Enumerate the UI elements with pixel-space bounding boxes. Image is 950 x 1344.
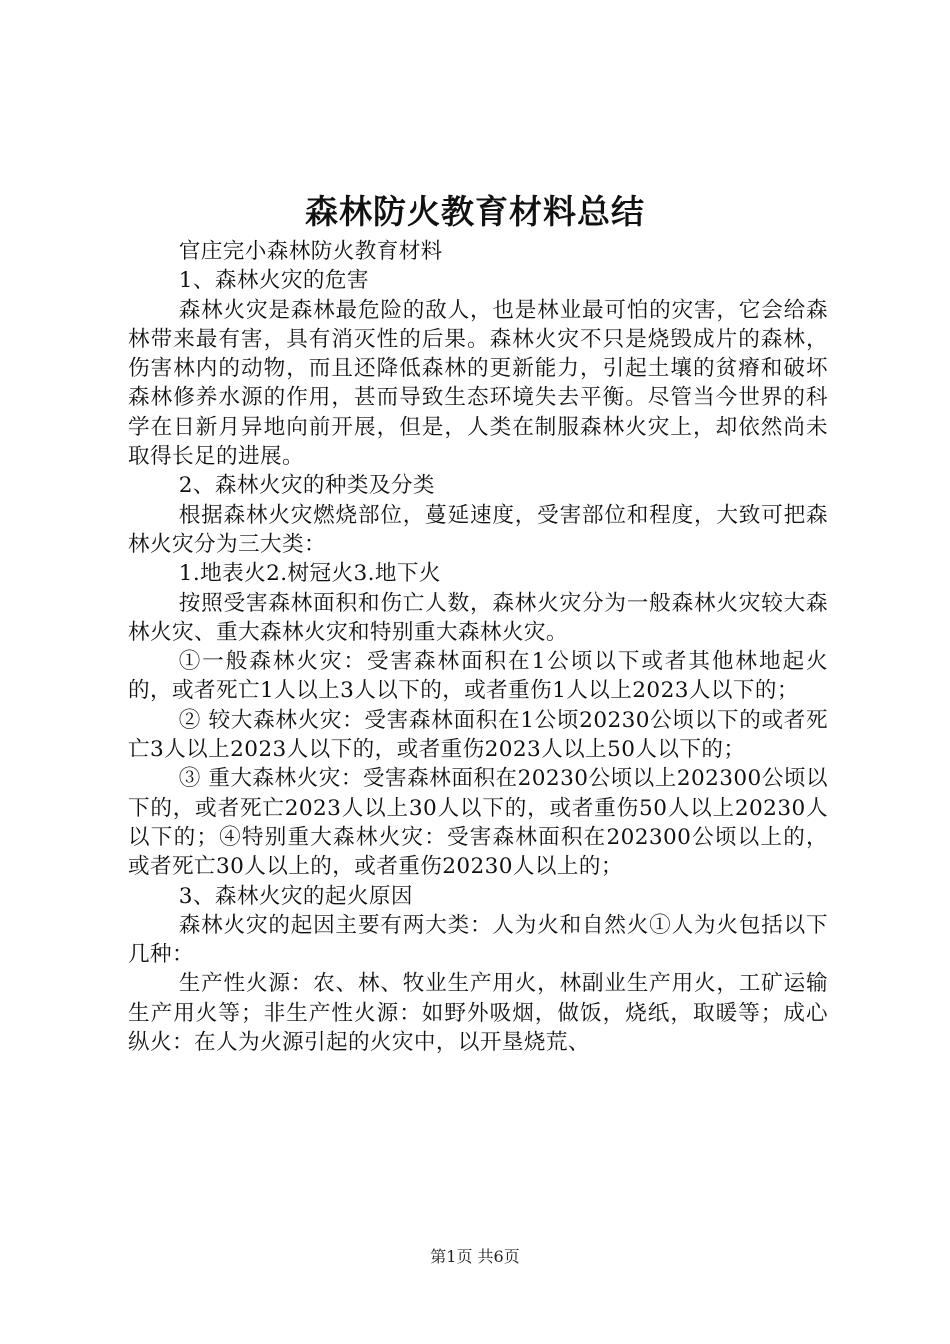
paragraph-larger-fire: ② 较大森林火灾：受害森林面积在1公顷20230公顷以下的或者死亡3人以上2023人以下的，或者重伤2023人以上50人以下的； xyxy=(128,707,828,763)
paragraph-general-fire: ①一般森林火灾：受害森林面积在1公顷以下或者其他林地起火的，或者死亡1人以上3人以下的，或者重伤1人以上2023人以下的； xyxy=(128,649,828,704)
paragraph-fire-sources: 生产性火源：农、林、牧业生产用火，林副业生产用火，工矿运输生产用火等；非生产性火源：如野外吸烟，做饭，烧纸，取暖等；成心纵火：在人为火源引起的火灾中，以开垦烧荒、 xyxy=(128,971,828,1056)
paragraph-school-title: 官庄完小森林防火教育材料 xyxy=(178,239,443,264)
paragraph-hazards: 森林火灾是森林最危险的敌人，也是林业最可怕的灾害，它会给森林带来最有害，具有消灭性的后果。森林火灾不只是烧毁成片的森林，伤害林内的动物，而且还降低森林的更新能力，引起土壤的贫瘠和破坏森林修养水源的作用，甚而导致生态环境失去平衡。尽管当今世界的科学在日新月异地向前开展，但是，人类在制服森林火灾上，却依然尚未取得长足的进展。 xyxy=(128,297,828,470)
section-heading-causes: 3、森林火灾的起火原因 xyxy=(178,883,413,909)
document-title: 森林防火教育材料总结 xyxy=(305,192,645,231)
paragraph-classification: 按照受害森林面积和伤亡人数，森林火灾分为一般森林火灾较大森林火灾、重大森林火灾和特别重大森林火灾。 xyxy=(128,590,828,645)
document-body xyxy=(128,237,828,1057)
paragraph-major-fire: ③ 重大森林火灾：受害森林面积在20230公顷以上202300公顷以下的，或者死亡2023人以上30人以下的，或者重伤50人以上20230人以下的；④特别重大森林火灾：受害森林面积在202300公顷以上的，或者死亡30人以上的，或者重伤20230人以上的； xyxy=(128,766,828,880)
paragraph-causes-intro: 森林火灾的起因主要有两大类：人为火和自然火①人为火包括以下几种： xyxy=(128,912,828,968)
section-heading-hazards: 1、森林火灾的危害 xyxy=(178,268,369,294)
section-heading-types: 2、森林火灾的种类及分类 xyxy=(178,473,435,499)
paragraph-types-intro: 根据森林火灾燃烧部位，蔓延速度，受害部位和程度，大致可把森林火灾分为三大类： xyxy=(128,502,828,557)
paragraph-fire-types: 1.地表火2.树冠火3.地下火 xyxy=(178,561,441,587)
page-number: 第1页 共6页 xyxy=(430,1247,520,1266)
